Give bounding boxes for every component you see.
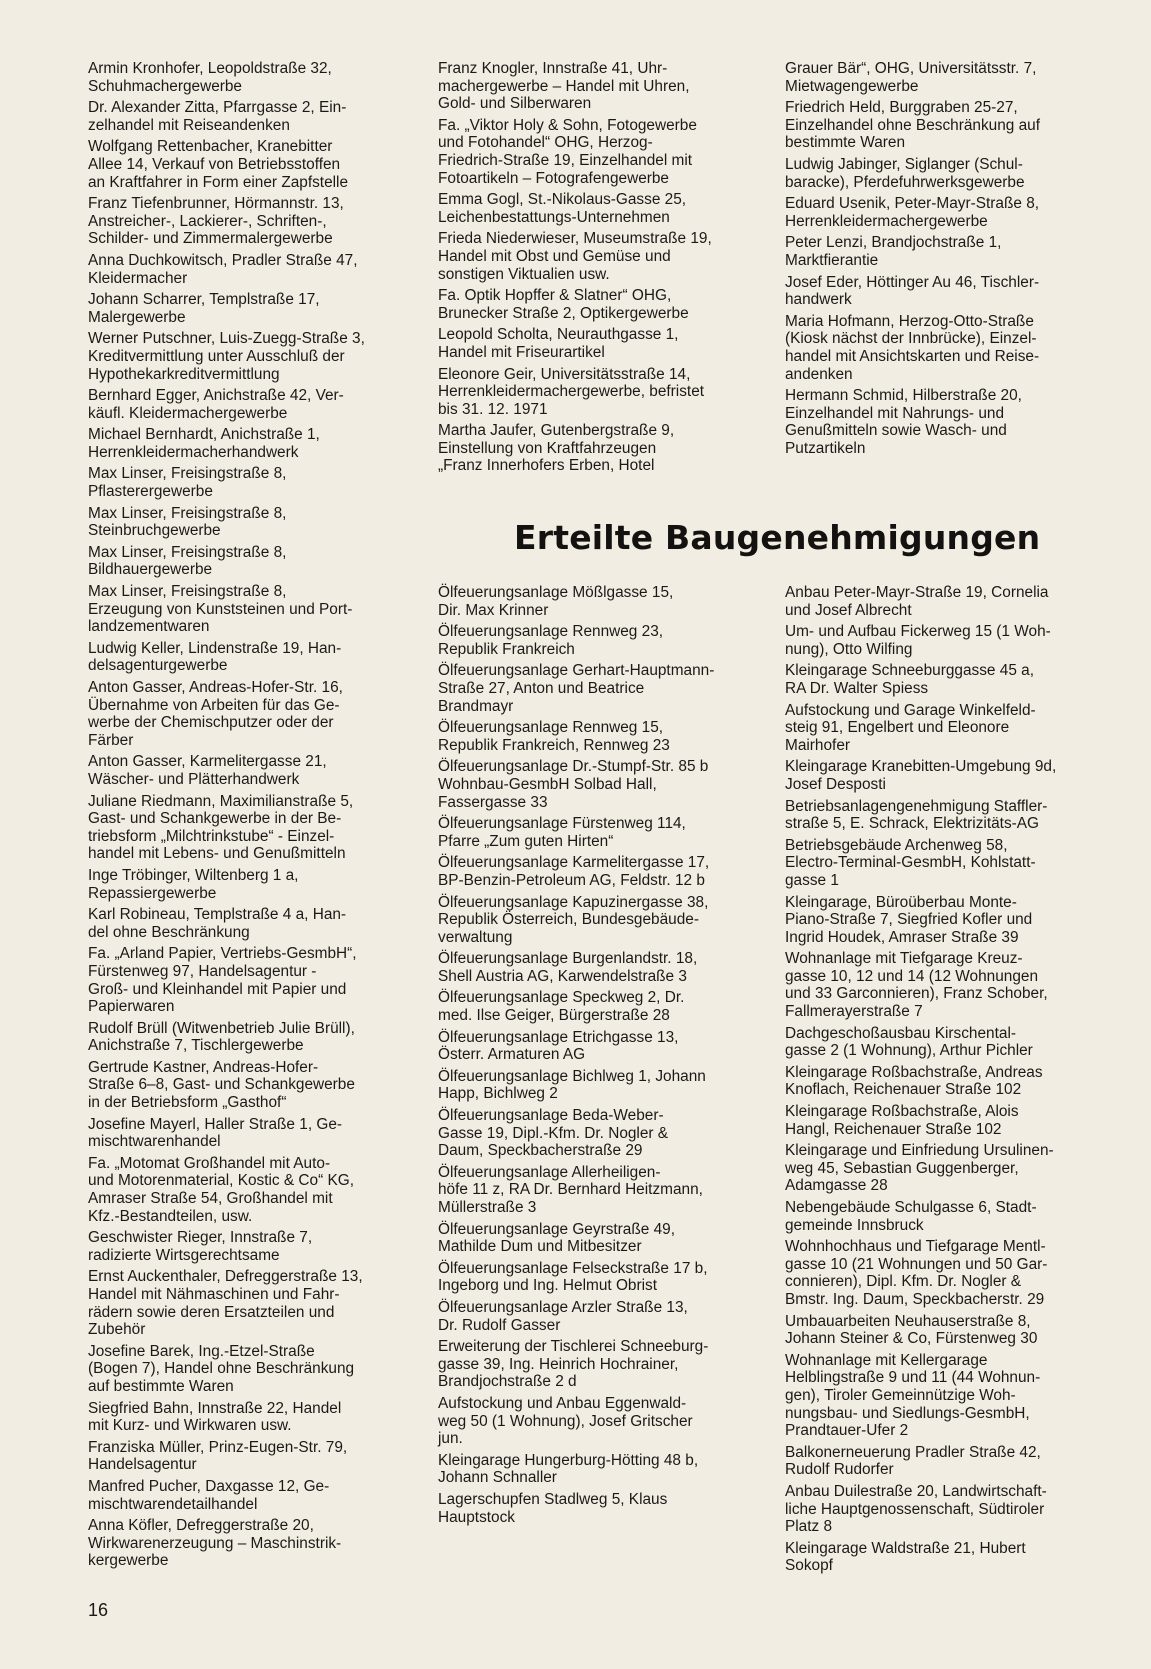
list-entry: Josefine Mayerl, Haller Straße 1, Ge- mischtwarenhandel (88, 1115, 343, 1151)
list-entry: Wohnhochhaus und Tiefgarage Mentl- gasse 10 (21 Wohnungen und 50 Gar- connieren), Dipl. Kfm. Dr. Nogler & Bmstr. Ing. Daum, Speckbacherstr. 29 (785, 1238, 1048, 1308)
list-entry: Lagerschupfen Stadlweg 5, Klaus Hauptstock (438, 1490, 668, 1526)
list-entry: Eleonore Geir, Universitätsstraße 14, Herrenkleidermachergewerbe, befristet bis 31. 12. 1971 (438, 365, 705, 418)
list-entry: Anton Gasser, Andreas-Hofer-Str. 16, Übernahme von Arbeiten für das Ge- werbe der Chemischputzer oder der Färber (88, 679, 343, 749)
list-entry: Kleingarage Roßbachstraße, Alois Hangl, Reichenauer Straße 102 (785, 1103, 1019, 1138)
list-entry: Betriebsgebäude Archenweg 58, Electro-Terminal-GesmbH, Kohlstatt- gasse 1 (785, 836, 1036, 889)
list-entry: Karl Robineau, Templstraße 4 a, Han- del ohne Beschränkung (88, 906, 347, 941)
list-entry: Johann Scharrer, Templstraße 17, Malergewerbe (88, 291, 320, 326)
list-entry: Franz Knogler, Innstraße 41, Uhr- machergewerbe – Handel mit Uhren, Gold- und Silberwaren (438, 60, 690, 113)
list-entry: Ölfeuerungsanlage Etrichgasse 13, Österr. Armaturen AG (438, 1028, 679, 1064)
list-entry: Hermann Schmid, Hilberstraße 20, Einzelhandel mit Nahrungs- und Genußmitteln sowie Wasch- und Putzartikeln (785, 387, 1022, 457)
list-entry: Fa. Optik Hopffer & Slatner“ OHG, Brunecker Straße 2, Optikergewerbe (438, 287, 689, 322)
list-entry: Martha Jaufer, Gutenbergstraße 9, Einstellung von Kraftfahrzeugen „Franz Innerhofers Erben, Hotel (438, 422, 675, 475)
list-entry: Ölfeuerungsanlage Burgenlandstr. 18, Shell Austria AG, Karwendelstraße 3 (438, 950, 698, 985)
list-entry: Ludwig Jabinger, Siglanger (Schul- baracke), Pferdefuhrwerksgewerbe (785, 155, 1025, 191)
list-entry: Franz Tiefenbrunner, Hörmannstr. 13, Anstreicher-, Lackierer-, Schriften-, Schilder- und Zimmermalergewerbe (88, 195, 344, 248)
list-entry: Ernst Auckenthaler, Defreggerstraße 13, Handel mit Nähmaschinen und Fahr- rädern sowie deren Ersatzteilen und Zubehör (88, 1268, 363, 1339)
list-entry: Grauer Bär“, OHG, Universitätsstr. 7, Mietwagengewerbe (785, 60, 1037, 95)
list-entry: Wolfgang Rettenbacher, Kranebitter Allee 14, Verkauf von Betriebsstoffen an Kraftfahrer in Form einer Zapfstelle (88, 138, 349, 191)
list-entry: Aufstockung und Garage Winkelfeld- steig 91, Engelbert und Eleonore Mairhofer (785, 701, 1036, 754)
list-entry: Josef Eder, Höttinger Au 46, Tischler- handwerk (785, 273, 1040, 309)
list-entry: Ölfeuerungsanlage Dr.-Stumpf-Str. 85 b Wohnbau-GesmbH Solbad Hall, Fassergasse 33 (438, 758, 709, 811)
page-number: 16 (88, 1600, 109, 1620)
list-entry: Anna Duchkowitsch, Pradler Straße 47, Kleidermacher (88, 251, 358, 287)
list-entry: Inge Tröbinger, Wiltenberg 1 a, Repassiergewerbe (88, 866, 299, 902)
list-entry: Fa. „Viktor Holy & Sohn, Fotogewerbe und Fotohandel“ OHG, Herzog- Friedrich-Straße 19, Einzelhandel mit Fotoartikeln – Fotografengewerbe (438, 116, 697, 187)
list-entry: Balkonerneuerung Pradler Straße 42, Rudolf Rudorfer (785, 1443, 1041, 1479)
trade-licenses-column-2 (438, 60, 763, 479)
list-entry: Nebengebäude Schulgasse 6, Stadt- gemeinde Innsbruck (785, 1199, 1037, 1234)
list-entry: Kleingarage Roßbachstraße, Andreas Knoflach, Reichenauer Straße 102 (785, 1063, 1043, 1099)
list-entry: Fa. „Arland Papier, Vertriebs-GesmbH“, Fürstenweg 97, Handelsagentur - Groß- und Kleinhandel mit Papier und Papierwaren (88, 945, 357, 1016)
list-entry: Ölfeuerungsanlage Allerheiligen- höfe 11 z, RA Dr. Bernhard Heitzmann, Müllerstraße 3 (438, 1163, 703, 1216)
list-entry: Max Linser, Freisingstraße 8, Bildhauergewerbe (88, 543, 287, 579)
list-entry: Rudolf Brüll (Witwenbetrieb Julie Brüll), Anichstraße 7, Tischlergewerbe (88, 1019, 355, 1055)
list-entry: Ölfeuerungsanlage Speckweg 2, Dr. med. Ilse Geiger, Bürgerstraße 28 (438, 989, 685, 1025)
section-heading: Erteilte Baugenehmigungen (514, 518, 1041, 557)
list-entry: Gertrude Kastner, Andreas-Hofer- Straße 6–8, Gast- und Schankgewerbe in der Betriebsform „Gasthof“ (88, 1058, 355, 1112)
list-entry: Maria Hofmann, Herzog-Otto-Straße (Kiosk nächst der Innbrücke), Einzel- handel mit Ansichtskarten und Reise- andenken (785, 312, 1040, 383)
list-entry: Fa. „Motomat Großhandel mit Auto- und Motorenmaterial, Kostic & Co“ KG, Amraser Straße 54, Großhandel mit Kfz.-Bestandteilen, usw. (88, 1154, 355, 1225)
list-entry: Frieda Niederwieser, Museumstraße 19, Handel mit Obst und Gemüse und sonstigen Viktualien usw. (438, 230, 712, 283)
list-entry: Aufstockung und Anbau Eggenwald- weg 50 (1 Wohnung), Josef Gritscher jun. (438, 1394, 693, 1448)
list-entry: Siegfried Bahn, Innstraße 22, Handel mit Kurz- und Wirkwaren usw. (88, 1399, 342, 1435)
list-entry: Ölfeuerungsanlage Karmelitergasse 17, BP-Benzin-Petroleum AG, Feldstr. 12 b (438, 854, 710, 889)
list-entry: Kleingarage, Büroüberbau Monte- Piano-Straße 7, Siegfried Kofler und Ingrid Houdek, Amraser Straße 39 (785, 893, 1033, 946)
list-entry: Geschwister Rieger, Innstraße 7, radizierte Wirtsgerechtsame (88, 1229, 313, 1264)
building-permits-column-1 (438, 584, 763, 1530)
list-entry: Dr. Alexander Zitta, Pfarrgasse 2, Ein- zelhandel mit Reiseandenken (88, 99, 347, 134)
list-entry: Ölfeuerungsanlage Bichlweg 1, Johann Happ, Bichlweg 2 (438, 1067, 706, 1103)
list-entry: Ölfeuerungsanlage Geyrstraße 49, Mathilde Dum und Mitbesitzer (438, 1220, 675, 1256)
list-entry: Ölfeuerungsanlage Arzler Straße 13, Dr. Rudolf Gasser (438, 1298, 688, 1334)
trade-licenses-column-1 (88, 60, 408, 1574)
trade-licenses-column-3 (785, 60, 1095, 461)
list-entry: Werner Putschner, Luis-Zuegg-Straße 3, Kreditvermittlung unter Ausschluß der Hypothekarkreditvermittlung (88, 330, 365, 383)
list-entry: Ölfeuerungsanlage Rennweg 23, Republik Frankreich (438, 623, 664, 658)
list-entry: Wohnanlage mit Tiefgarage Kreuz- gasse 10, 12 und 14 (12 Wohnungen und 33 Garconnieren), Franz Schober, Fallmerayerstraße 7 (785, 950, 1048, 1021)
list-entry: Anbau Duilestraße 20, Landwirtschaft- liche Hauptgenossenschaft, Südtiroler Platz 8 (785, 1482, 1047, 1536)
list-entry: Ölfeuerungsanlage Kapuzinergasse 38, Republik Österreich, Bundesgebäude- verwaltung (438, 893, 709, 946)
list-entry: Eduard Usenik, Peter-Mayr-Straße 8, Herrenkleidermachergewerbe (785, 195, 1040, 230)
list-entry: Ölfeuerungsanlage Rennweg 15, Republik Frankreich, Rennweg 23 (438, 719, 670, 754)
list-entry: Anna Köfler, Defreggerstraße 20, Wirkwarenerzeugung – Maschinstrik- kergewerbe (88, 1517, 342, 1570)
list-entry: Ludwig Keller, Lindenstraße 19, Han- delsagenturgewerbe (88, 639, 342, 675)
list-entry: Emma Gogl, St.-Nikolaus-Gasse 25, Leichenbestattungs-Unternehmen (438, 191, 687, 226)
list-entry: Max Linser, Freisingstraße 8, Steinbruchgewerbe (88, 504, 287, 540)
list-entry: Bernhard Egger, Anichstraße 42, Ver- käufl. Kleidermachergewerbe (88, 387, 344, 422)
list-entry: Juliane Riedmann, Maximilianstraße 5, Gast- und Schankgewerbe in der Be- triebsform „Milchtrinkstube“ - Einzel- handel mit Lebens- und Genußmitteln (88, 792, 354, 863)
list-entry: Peter Lenzi, Brandjochstraße 1, Marktfierantie (785, 234, 1002, 269)
list-entry: Ölfeuerungsanlage Felseckstraße 17 b, Ingeborg und Ing. Helmut Obrist (438, 1259, 708, 1295)
list-entry: Josefine Barek, Ing.-Etzel-Straße (Bogen 7), Handel ohne Beschränkung auf bestimmte Waren (88, 1342, 355, 1395)
list-entry: Wohnanlage mit Kellergarage Helblingstraße 9 und 11 (44 Wohnun- gen), Tiroler Gemeinnützige Woh- nungsbau- und Siedlungs-GesmbH, Prandtauer-Ufer 2 (785, 1351, 1041, 1440)
list-entry: Betriebsanlagengenehmigung Staffler- straße 5, E. Schrack, Elektrizitäts-AG (785, 797, 1048, 833)
list-entry: Max Linser, Freisingstraße 8, Pflasterergewerbe (88, 465, 287, 501)
list-entry: Leopold Scholta, Neurauthgasse 1, Handel mit Friseurartikel (438, 326, 679, 361)
list-entry: Kleingarage Hungerburg-Hötting 48 b, Johann Schnaller (438, 1451, 699, 1487)
list-entry: Manfred Pucher, Daxgasse 12, Ge- mischtwarendetailhandel (88, 1477, 330, 1513)
list-entry: Umbauarbeiten Neuhauserstraße 8, Johann Steiner & Co, Fürstenweg 30 (785, 1312, 1038, 1348)
building-permits-column-2 (785, 584, 1095, 1579)
list-entry: Ölfeuerungsanlage Beda-Weber- Gasse 19, Dipl.-Kfm. Dr. Nogler & Daum, Speckbacherstraße 29 (438, 1107, 669, 1160)
list-entry: Anbau Peter-Mayr-Straße 19, Cornelia und Josef Albrecht (785, 584, 1049, 619)
list-entry: Ölfeuerungsanlage Fürstenweg 114, Pfarre „Zum guten Hirten“ (438, 815, 686, 850)
list-entry: Kleingarage Schneeburggasse 45 a, RA Dr. Walter Spiess (785, 662, 1035, 697)
list-entry: Kleingarage Kranebitten-Umgebung 9d, Josef Desposti (785, 758, 1057, 793)
list-entry: Ölfeuerungsanlage Mößlgasse 15, Dir. Max Krinner (438, 584, 674, 619)
list-entry: Max Linser, Freisingstraße 8, Erzeugung von Kunststeinen und Port- landzementwaren (88, 583, 353, 636)
list-entry: Kleingarage Waldstraße 21, Hubert Sokopf (785, 1539, 1026, 1575)
list-entry: Erweiterung der Tischlerei Schneeburg- gasse 39, Ing. Heinrich Hochrainer, Brandjochstraße 2 d (438, 1338, 709, 1391)
list-entry: Michael Bernhardt, Anichstraße 1, Herrenkleidermacherhandwerk (88, 426, 320, 461)
list-entry: Dachgeschoßausbau Kirschental- gasse 2 (1 Wohnung), Arthur Pichler (785, 1024, 1033, 1060)
list-entry: Um- und Aufbau Fickerweg 15 (1 Woh- nung), Otto Wilfing (785, 623, 1051, 658)
list-entry: Kleingarage und Einfriedung Ursulinen- weg 45, Sebastian Guggenberger, Adamgasse 28 (785, 1142, 1054, 1195)
list-entry: Anton Gasser, Karmelitergasse 21, Wäscher- und Plätterhandwerk (88, 753, 327, 788)
list-entry: Franziska Müller, Prinz-Eugen-Str. 79, Handelsagentur (88, 1438, 348, 1474)
list-entry: Armin Kronhofer, Leopoldstraße 32, Schuhmachergewerbe (88, 60, 332, 95)
list-entry: Ölfeuerungsanlage Gerhart-Hauptmann- Straße 27, Anton und Beatrice Brandmayr (438, 662, 715, 715)
list-entry: Friedrich Held, Burggraben 25-27, Einzelhandel ohne Beschränkung auf bestimmte Waren (785, 99, 1040, 152)
